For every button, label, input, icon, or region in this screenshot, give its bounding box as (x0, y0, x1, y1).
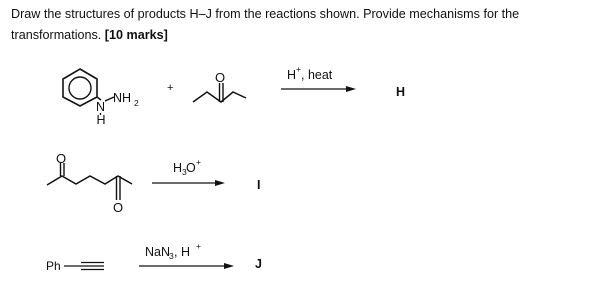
hydronium-subscript: 3 (182, 167, 187, 177)
plus-sign: + (167, 82, 174, 94)
product-i-label: I (257, 178, 261, 192)
arrowhead-i (215, 180, 225, 186)
benzene-ring (63, 69, 97, 106)
phenyl-label: Ph (46, 259, 61, 273)
product-h-label: H (396, 85, 406, 99)
azide-subscript: 3 (169, 251, 174, 261)
heat-label: , heat (301, 68, 333, 82)
question-marks: [10 marks] (104, 28, 168, 42)
arrowhead-j (224, 263, 234, 269)
question-body: Draw the structures of products H–J from the reactions shown. Provide mechanisms for the transformations. (11, 7, 520, 42)
carbonyl-oxygen: O (215, 70, 226, 85)
n-atom-label: N (96, 100, 106, 114)
nh2-subscript: 2 (134, 98, 139, 108)
nh2-label: NH (113, 91, 132, 105)
nh-hydrogen-label: H (96, 113, 106, 127)
sodium-azide-label: NaN (145, 245, 171, 259)
hexanedione-structure (47, 151, 132, 215)
carbonyl-bottom-oxygen: O (113, 200, 124, 215)
conditions-h (287, 64, 333, 82)
phenylacetylene-structure (46, 259, 104, 273)
product-j-label: J (255, 257, 262, 271)
arrowhead-h (346, 86, 356, 92)
hydronium-o: O (186, 161, 196, 175)
acid-h-label: H (287, 68, 297, 82)
hydronium-plus-sup: + (196, 157, 201, 167)
phenylhydrazine-structure (63, 69, 139, 127)
conditions-j (145, 241, 201, 261)
hydronium-h: H (173, 161, 183, 175)
acid-plus-sup: + (296, 64, 301, 74)
acid-label-j: , H (174, 245, 190, 259)
hexanedione-skeleton (47, 176, 132, 185)
aromatic-circle (69, 77, 91, 99)
acid-plus-sup-j: + (196, 241, 201, 251)
conditions-i (173, 157, 201, 177)
butanone-structure (193, 70, 246, 102)
carbonyl-top-oxygen: O (56, 151, 67, 166)
